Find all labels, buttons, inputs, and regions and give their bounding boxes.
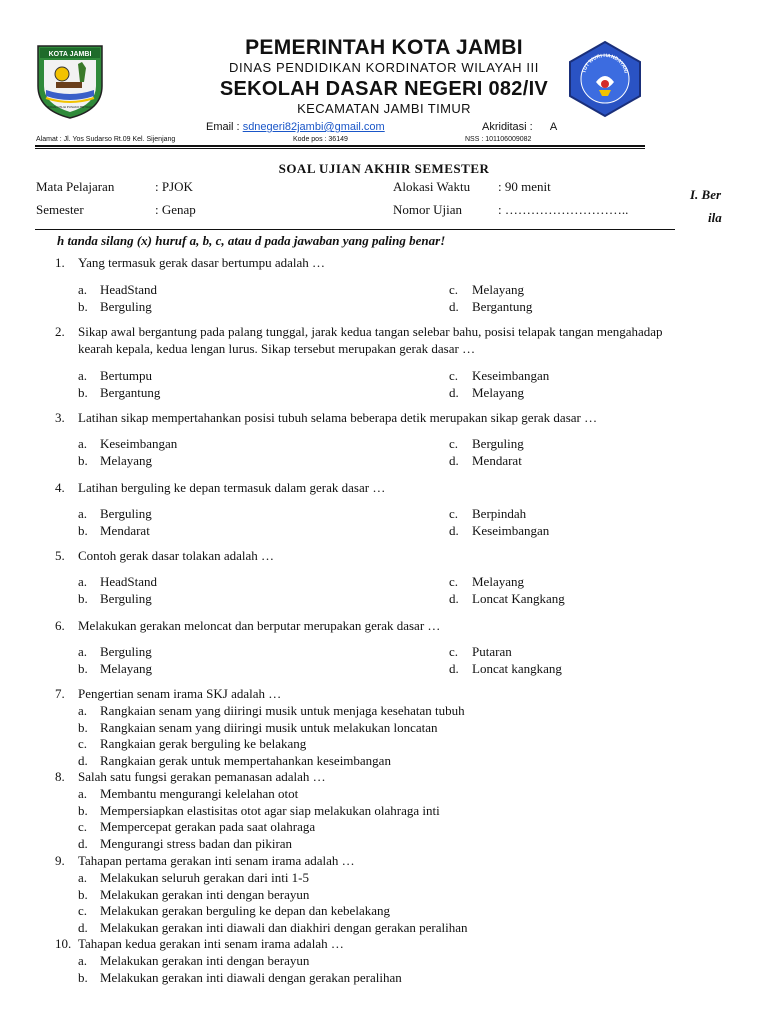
time-label: Alokasi Waktu xyxy=(393,179,471,194)
option-letter: b. xyxy=(78,453,88,468)
option-letter: c. xyxy=(78,903,88,919)
answer-option[interactable]: Rangkaian gerak untuk mempertahankan keseimbangan xyxy=(100,753,391,769)
option-letter: c. xyxy=(78,819,88,835)
question-number: 2. xyxy=(55,324,65,339)
exam-number-label: Nomor Ujian xyxy=(393,202,462,217)
answer-option[interactable]: Putaran xyxy=(472,644,512,659)
answer-option[interactable]: Bergantung xyxy=(100,385,161,400)
accreditation-line xyxy=(482,121,557,133)
option-letter: a. xyxy=(78,953,88,968)
question-number: 6. xyxy=(55,618,65,633)
question-number: 1. xyxy=(55,255,65,270)
option-letter: a. xyxy=(78,870,88,885)
answer-option[interactable]: Bergantung xyxy=(472,299,533,314)
option-letter: b. xyxy=(78,802,88,818)
logo-left-motto: TANAH PILIH PUSAKO BETUAH xyxy=(47,105,93,109)
option-letter: c. xyxy=(449,644,459,659)
option-letter: a. xyxy=(78,368,88,383)
answer-option[interactable]: Keseimbangan xyxy=(472,523,550,538)
accreditation-label: Akriditasi : xyxy=(482,121,533,133)
answer-option[interactable]: Melakukan gerakan berguling ke depan dan kebelakang xyxy=(100,903,390,919)
subject-label: Mata Pelajaran xyxy=(36,179,115,194)
option-letter: a. xyxy=(78,506,88,521)
option-letter: b. xyxy=(78,719,88,735)
question-text: Tahapan pertama gerakan inti senam irama adalah … xyxy=(78,853,355,868)
school-heading: SEKOLAH DASAR NEGERI 082/IV xyxy=(219,78,549,100)
answer-option[interactable]: Berguling xyxy=(100,591,152,606)
subject-value: : PJOK xyxy=(155,179,193,194)
option-letter: b. xyxy=(78,385,88,400)
option-letter: c. xyxy=(449,282,459,297)
postal-code-text: Kode pos : 36149 xyxy=(293,136,348,143)
option-letter: c. xyxy=(449,368,459,383)
answer-option[interactable]: Berguling xyxy=(100,644,152,659)
address-text: Alamat : Jl. Yos Sudarso Rt.09 Kel. Sijenjang xyxy=(36,136,176,143)
option-letter: d. xyxy=(449,661,459,676)
header-divider xyxy=(35,145,645,147)
logo-left-text: KOTA JAMBI xyxy=(48,51,92,58)
option-letter: d. xyxy=(449,385,459,400)
email-link[interactable]: sdnegeri82jambi@gmail.com xyxy=(242,121,385,133)
option-letter: d. xyxy=(78,920,88,936)
answer-option[interactable]: Rangkaian senam yang diiringi musik untuk melakukan loncatan xyxy=(100,719,438,735)
option-letter: c. xyxy=(449,436,459,451)
question-number: 4. xyxy=(55,480,65,495)
question-text: Melakukan gerakan meloncat dan berputar merupakan gerak dasar … xyxy=(78,618,441,633)
answer-option[interactable]: HeadStand xyxy=(100,574,158,589)
answer-option[interactable]: Melayang xyxy=(100,661,152,676)
answer-option[interactable]: Keseimbangan xyxy=(100,436,178,451)
district-heading: KECAMATAN JAMBI TIMUR xyxy=(297,101,471,116)
option-letter: d. xyxy=(449,523,459,538)
question-text: Latihan sikap mempertahankan posisi tubuh selama beberapa detik merupakan sikap gerak dasar … xyxy=(78,410,598,425)
nss-text: NSS : 101106009082 xyxy=(465,136,532,143)
answer-option[interactable]: Loncat Kangkang xyxy=(472,591,565,606)
question-number: 8. xyxy=(55,769,65,784)
logo-right-text: TUT WURI HANDAYANI xyxy=(581,52,629,74)
question-text: Contoh gerak dasar tolakan adalah … xyxy=(78,548,275,563)
answer-option[interactable]: Mengurangi stress badan dan pikiran xyxy=(100,836,293,852)
option-letter: a. xyxy=(78,436,88,451)
answer-option[interactable]: Keseimbangan xyxy=(472,368,550,383)
answer-option[interactable]: Mempersiapkan elastisitas otot agar siap melakukan olahraga inti xyxy=(100,802,440,818)
answer-option[interactable]: Melakukan gerakan inti dengan berayun xyxy=(100,886,310,902)
accreditation-value: A xyxy=(549,121,558,133)
question-text: Yang termasuk gerak dasar bertumpu adalah … xyxy=(78,255,326,270)
answer-option[interactable]: Berguling xyxy=(100,506,152,521)
option-letter: c. xyxy=(449,506,459,521)
answer-option[interactable]: Mendarat xyxy=(472,453,522,468)
option-letter: d. xyxy=(78,836,88,852)
answer-option[interactable]: Melayang xyxy=(472,574,524,589)
email-label: Email : xyxy=(206,121,240,133)
option-letter: d. xyxy=(78,753,88,769)
option-letter: a. xyxy=(78,644,88,659)
answer-option[interactable]: Melakukan gerakan inti dengan berayun xyxy=(100,953,310,968)
answer-option[interactable]: Melakukan seluruh gerakan dari inti 1-5 xyxy=(100,870,310,885)
option-letter: c. xyxy=(449,574,459,589)
answer-option[interactable]: Berguling xyxy=(472,436,524,451)
question-number: 5. xyxy=(55,548,65,563)
option-letter: b. xyxy=(78,299,88,314)
semester-label: Semester xyxy=(36,202,84,217)
option-letter: a. xyxy=(78,574,88,589)
answer-option[interactable]: Berguling xyxy=(100,299,152,314)
answer-option[interactable]: Melayang xyxy=(472,385,524,400)
exam-title: SOAL UJIAN AKHIR SEMESTER xyxy=(278,161,490,176)
answer-option[interactable]: Mendarat xyxy=(100,523,150,538)
government-heading: PEMERINTAH KOTA JAMBI xyxy=(245,36,523,59)
answer-option[interactable]: Melayang xyxy=(100,453,152,468)
answer-option[interactable]: Mempercepat gerakan pada saat olahraga xyxy=(100,819,316,835)
option-letter: d. xyxy=(449,591,459,606)
answer-option[interactable]: Melakukan gerakan inti diawali dengan gerakan peralihan xyxy=(100,969,402,985)
option-letter: b. xyxy=(78,523,88,538)
question-text: Pengertian senam irama SKJ adalah … xyxy=(78,686,282,701)
question-number: 3. xyxy=(55,410,65,425)
answer-option[interactable]: Membantu mengurangi kelelahan otot xyxy=(100,786,299,801)
option-letter: b. xyxy=(78,969,88,985)
question-text: kearah kepala, kedua lengan lurus. Sikap tersebut merupakan gerak dasar … xyxy=(78,341,476,356)
option-letter: b. xyxy=(78,661,88,676)
instruction-text: h tanda silang (x) huruf a, b, c, atau d pada jawaban yang paling benar! xyxy=(57,233,446,248)
option-letter: a. xyxy=(78,786,88,801)
question-number: 10. xyxy=(55,936,72,951)
answer-option[interactable]: HeadStand xyxy=(100,282,158,297)
option-letter: d. xyxy=(449,299,459,314)
answer-option[interactable]: Melayang xyxy=(472,282,524,297)
question-number: 9. xyxy=(55,853,65,868)
info-divider xyxy=(35,229,675,230)
option-letter: a. xyxy=(78,703,88,718)
answer-option[interactable]: Rangkaian gerak berguling ke belakang xyxy=(100,736,307,752)
question-text: Salah satu fungsi gerakan pemanasan adalah … xyxy=(78,769,326,784)
header-divider-thin xyxy=(35,148,645,149)
question-text: Latihan berguling ke depan termasuk dalam gerak dasar … xyxy=(78,480,386,495)
section-heading-fragment-2: ila xyxy=(708,210,722,225)
semester-value: : Genap xyxy=(155,202,196,217)
office-heading: DINAS PENDIDIKAN KORDINATOR WILAYAH III xyxy=(229,60,539,75)
option-letter: b. xyxy=(78,591,88,606)
section-heading-fragment-1: I. Ber xyxy=(690,187,722,202)
answer-option[interactable]: Bertumpu xyxy=(100,368,152,383)
email-line xyxy=(206,121,385,133)
time-value: : 90 menit xyxy=(498,179,551,194)
option-letter: a. xyxy=(78,282,88,297)
exam-number-value: : ……………………….. xyxy=(498,202,629,217)
answer-option[interactable]: Loncat kangkang xyxy=(472,661,562,676)
option-letter: b. xyxy=(78,886,88,902)
option-letter: d. xyxy=(449,453,459,468)
answer-option[interactable]: Rangkaian senam yang diiringi musik untuk menjaga kesehatan tubuh xyxy=(100,703,465,718)
option-letter: c. xyxy=(78,736,88,752)
answer-option[interactable]: Melakukan gerakan inti diawali dan diakhiri dengan gerakan peralihan xyxy=(100,920,468,936)
question-text: Sikap awal bergantung pada palang tunggal, jarak kedua tangan selebar bahu, posisi telapak tangan mengahadap xyxy=(78,324,663,339)
question-number: 7. xyxy=(55,686,65,701)
answer-option[interactable]: Berpindah xyxy=(472,506,527,521)
question-text: Tahapan kedua gerakan inti senam irama adalah … xyxy=(78,936,344,951)
